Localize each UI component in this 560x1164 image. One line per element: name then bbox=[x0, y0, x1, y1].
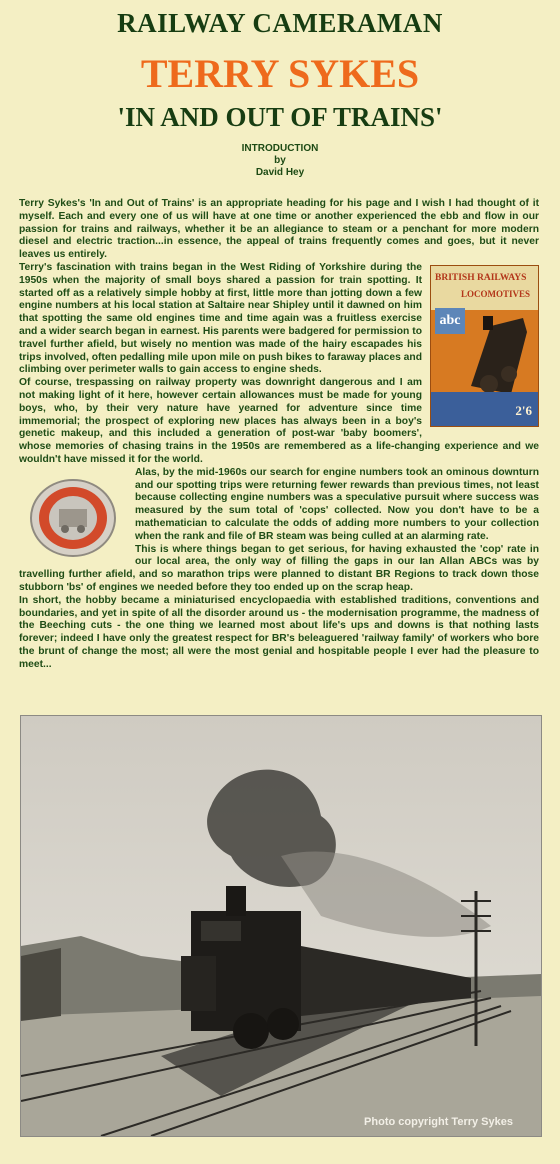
title-terry-sykes: TERRY SYKES bbox=[140, 51, 420, 96]
title-in-and-out-of-trains: 'IN AND OUT OF TRAINS' bbox=[117, 102, 443, 132]
photo-caption: Photo copyright Terry Sykes bbox=[364, 1116, 513, 1128]
badge-icon bbox=[19, 475, 127, 561]
abc-book-cover-image bbox=[430, 265, 539, 427]
paragraph-5: This is where things began to get serious, for having exhausted the 'cop' rate in our local area, the only way of filling the gaps in our Ian Allan ABCs was by travelling further afield, and so marathon trips were planned to distant BR Regions to track down those stubborn 'bs' of engines we needed before they too ended up on the scrap heap. bbox=[19, 543, 539, 593]
article-body bbox=[19, 198, 539, 671]
paragraph-4: Alas, by the mid-1960s our search for engine numbers took an ominous downturn and our spotting trips were returning fewer rewards than previous times, not least because collecting engine numbers was a speculative pursuit where success was measured by the sum total of 'cops' collected. Now you don't have to be a mathematician to calculate the odds of adding more numbers to your collection when the rank and file of BR steam was being culled at an alarming rate. bbox=[135, 466, 539, 542]
intro-author: David Hey bbox=[255, 167, 305, 178]
locospotters-badge-image bbox=[19, 475, 127, 561]
book-title-line2: LOCOMOTIVES bbox=[461, 288, 531, 299]
paragraph-3: Of course, trespassing on railway property was downright dangerous and I am not making light of it here, however certain allowances must be made for young boys, who, by their very nature have yearned for adventure since time immemorial; the prospect of exploring new places has always been in a boy's genetic makeup, and this included a generation of post-war 'baby boomers', whose memories of chasing trains in the 1950s are remembered as a life-changing experience and we wouldn't have missed it for the world. bbox=[19, 377, 539, 465]
book-title-line1: BRITISH RAILWAYS bbox=[435, 272, 527, 283]
paragraph-1: Terry Sykes's 'In and Out of Trains' is an appropriate heading for his page and I wish I had thought of it myself. Each and every one of us will have at one time or another experienced the ebb and flow in our passion for trains and railways, whether it be an allegiance to steam or a penchant for more modern diesel and electric traction...in essence, the appeal of trains frequently comes and goes, but it never leaves us entirely. bbox=[19, 198, 539, 261]
book-price: 2'6 bbox=[515, 403, 532, 419]
intro-label: INTRODUCTION bbox=[241, 143, 319, 154]
steam-train-photograph bbox=[20, 715, 542, 1137]
title-railway-cameraman: RAILWAY CAMERAMAN bbox=[117, 8, 443, 38]
steam-locomotive-scene bbox=[21, 716, 541, 1136]
paragraph-6: In short, the hobby became a miniaturised encyclopaedia with established traditions, conventions and boundaries, and yet in spite of all the disorder around us - the modernisation programme, the madness of the Beeching cuts - the one thing we learned most about life's ups and downs is that nothing lasts forever; indeed I have only the greatest respect for BR's beleaguered 'railway family' of workers who bore the brunt of change the most; all were the most genial and hospitable people I ever had the pleasure to meet... bbox=[19, 594, 539, 670]
introduction-byline bbox=[0, 143, 560, 179]
intro-by: by bbox=[274, 155, 286, 166]
paragraph-2: Terry's fascination with trains began in the West Riding of Yorkshire during the 1950s when the majority of small boys shared a passion for train spotting. It started off as a relatively simple hobby at first, little more than jotting down a few engine numbers at his local station at Saltaire near Shipley until it dawned on him that spotting the same old engines time and time again was a fruitless exercise and a wider search began in earnest. His parents were badgered for permission to travel further afield, but wisely no mention was made of the hairy escapades his trips involved, often pedalling mile upon mile on push bikes to faraway places and climbing over perimeter walls to gain access to engine sheds. bbox=[19, 261, 422, 376]
book-abc-label: abc bbox=[435, 308, 465, 334]
